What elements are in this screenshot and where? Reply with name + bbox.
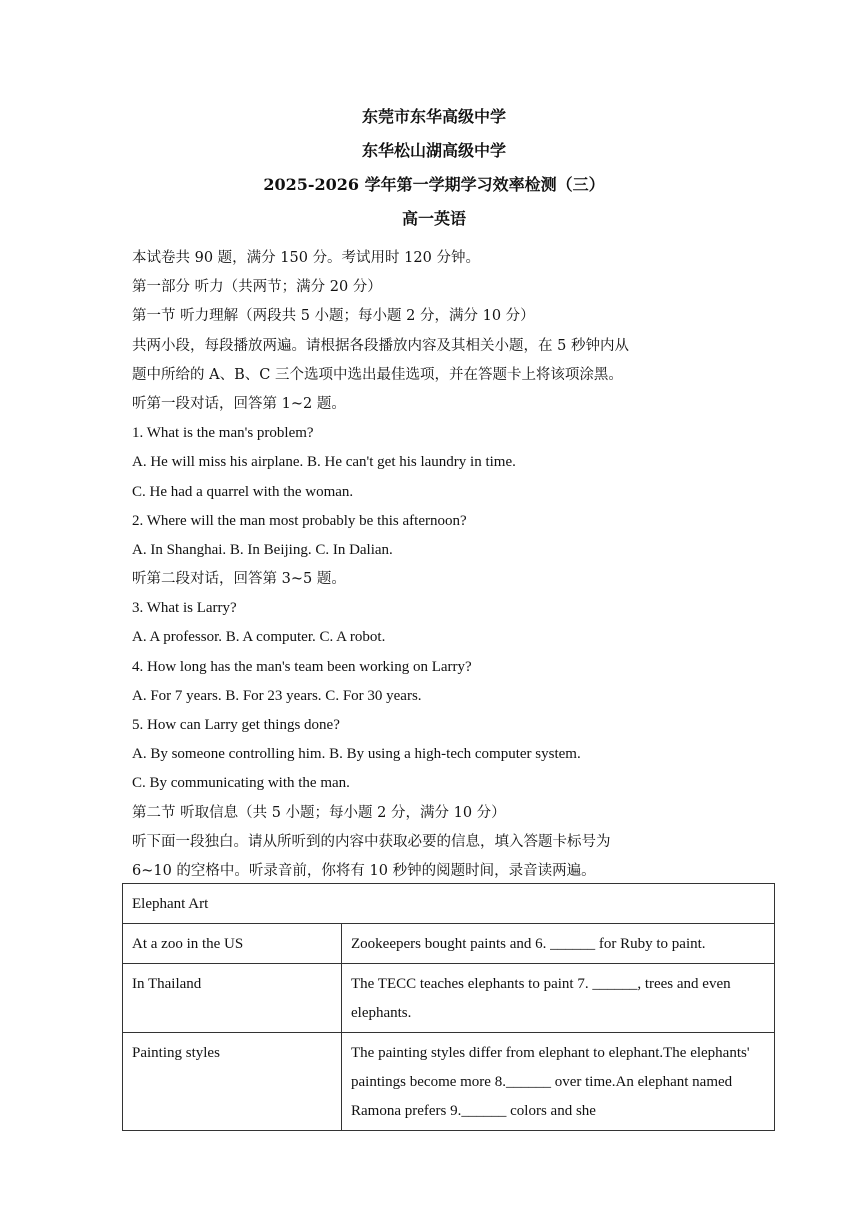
question-3: 3. What is Larry? — [132, 600, 237, 617]
table-row — [123, 884, 775, 924]
question-2-options: A. In Shanghai. B. In Beijing. C. In Dalian. — [132, 541, 393, 558]
dialogue-two-heading: 听第二段对话，回答第 3~5 题。 — [132, 571, 346, 588]
school-name-2: 东华松山湖高级中学 — [361, 141, 506, 160]
table-label-cell: At a zoo in the US — [123, 924, 342, 964]
instruction-line: 共两小段，每段播放两遍。请根据各段播放内容及其相关小题，在 5 秒钟内从 — [132, 337, 629, 354]
table-row — [123, 924, 775, 964]
school-name-1: 东莞市东华高级中学 — [361, 107, 506, 126]
exam-title: 2025-2026 学年第一学期学习效率检测（三） — [263, 175, 605, 194]
table-row — [123, 964, 775, 1033]
instruction-line: 题中所给的 A、B、C 三个选项中选出最佳选项，并在答题卡上将该项涂黑。 — [132, 366, 623, 383]
question-5-options: C. By communicating with the man. — [132, 775, 350, 792]
question-4: 4. How long has the man's team been working on Larry? — [132, 658, 472, 675]
question-2: 2. Where will the man most probably be this afternoon? — [132, 512, 467, 529]
elephant-art-table — [122, 883, 775, 1131]
instruction-line: 6~10 的空格中。听录音前，你将有 10 秒钟的阅题时间，录音读两遍。 — [132, 862, 596, 879]
table-content-cell: Zookeepers bought paints and 6. ______ for Ruby to paint. — [342, 924, 775, 964]
subject-title: 高一英语 — [401, 209, 466, 228]
exam-intro: 本试卷共 90 题，满分 150 分。考试用时 120 分钟。 — [132, 250, 480, 266]
instruction-line: 听下面一段独白。请从所听到的内容中获取必要的信息，填入答题卡标号为 — [132, 833, 611, 850]
part-one-heading: 第一部分 听力（共两节；满分 20 分） — [132, 279, 382, 296]
question-3-options: A. A professor. B. A computer. C. A robot. — [132, 629, 386, 646]
section-two-heading: 第二节 听取信息（共 5 小题；每小题 2 分，满分 10 分） — [132, 804, 506, 821]
question-4-options: A. For 7 years. B. For 23 years. C. For 30 years. — [132, 687, 422, 704]
table-label-cell: In Thailand — [123, 964, 342, 1033]
question-1: 1. What is the man's problem? — [132, 425, 314, 442]
exam-body — [132, 244, 792, 886]
question-1-options: C. He had a quarrel with the woman. — [132, 483, 354, 500]
table-row — [123, 1033, 775, 1131]
question-1-options: A. He will miss his airplane. B. He can't get his laundry in time. — [132, 454, 516, 471]
dialogue-one-heading: 听第一段对话，回答第 1~2 题。 — [132, 395, 346, 412]
table-title: Elephant Art — [123, 884, 775, 924]
section-one-heading: 第一节 听力理解（两段共 5 小题；每小题 2 分，满分 10 分） — [132, 308, 535, 325]
table-label-cell: Painting styles — [123, 1033, 342, 1131]
table-content-cell: The painting styles differ from elephant to elephant.The elephants' paintings become more 8.______ over time.An elephant named Ramona prefers 9.______ colors and she — [342, 1033, 775, 1131]
exam-header — [0, 100, 868, 236]
question-5-options: A. By someone controlling him. B. By using a high-tech computer system. — [132, 746, 581, 763]
question-5: 5. How can Larry get things done? — [132, 717, 340, 733]
table-content-cell: The TECC teaches elephants to paint 7. ______, trees and even elephants. — [342, 964, 775, 1033]
